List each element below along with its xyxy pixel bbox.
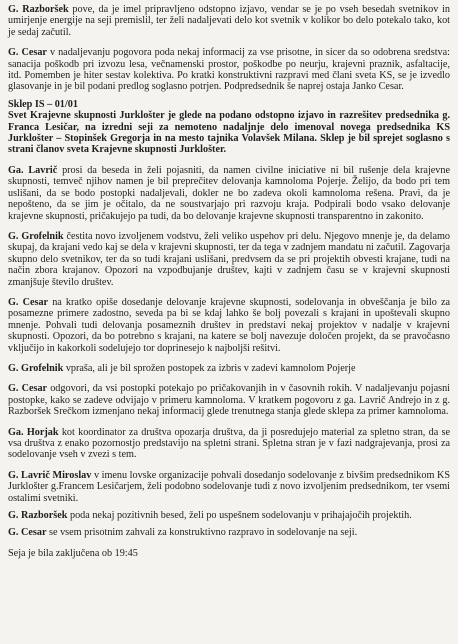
paragraph-lavric-miroslav bbox=[8, 470, 450, 504]
paragraph-text: pove, da je imel pripravljeno odstopno izjavo, vendar se je po vseh besedah svetnikov in umirjenje energije na seji premislil, ter želi nadaljevati delo kot svetnik v kolikor bo delo potekalo tako, kot je sedaj začutil. bbox=[8, 4, 450, 38]
speaker-name: G. Cesar bbox=[8, 383, 48, 395]
paragraph-text: poda nekaj pozitivnih besed, želi po uspešnem sodelovanju v prihajajočih projektih. bbox=[67, 510, 412, 522]
resolution-text: Svet Krajevne skupnosti Jurklošter je glede na podano odstopno izjavo in razrešitev predsednika g. Franca Lesičar, na izredni seji za nemoteno nadaljnje delo imenoval novega predsednika KS Jurklošter – Stopinšek Gregorja in na mesto tajnika Volavšek Milana. Sklep je bil sprejet soglasno s strani članov sveta Krajevne skupnosti Jurklošter. bbox=[8, 110, 450, 156]
resolution-title: Sklep IS – 01/01 bbox=[8, 98, 78, 110]
speaker-name: G. Grofelnik bbox=[8, 230, 64, 242]
paragraph-cesar-information bbox=[8, 47, 450, 93]
paragraph-razborsek-statement bbox=[8, 4, 450, 38]
paragraph-cesar-thanks bbox=[8, 527, 450, 538]
speaker-name: G. Razboršek bbox=[8, 4, 69, 15]
paragraph-grofelnik-congratulation bbox=[8, 231, 450, 288]
paragraph-lavric-statement bbox=[8, 165, 450, 222]
speaker-name: G. Razboršek bbox=[8, 510, 68, 522]
paragraph-cesar-overview bbox=[8, 297, 450, 354]
paragraph-text: na kratko opiše dosedanje delovanje krajevne skupnosti, sodelovanja in obveščanja je bilo za posamezne primere zadostno, seveda pa bi se kdaj lahko še bolj povezali s krajani in upoštevali skupno mnenje. Pohvali tudi delovanja posameznih društev in predstavi nekaj projektov v nadalje v krajevni skupnosti. Opozori, da bo potrebno s krajani, na katere se bolj navezuje določen projekt, da se pravočasno vključijo in kakorkoli sodelujejo tor doprinesejo k najboljši rešitvi. bbox=[8, 296, 450, 354]
paragraph-razborsek-closing bbox=[8, 510, 450, 521]
speaker-name: G. Cesar bbox=[8, 296, 49, 308]
paragraph-text: prosi da beseda in želi pojasniti, da namen civilne iniciative ni bil rušenje dela krajevne skupnosti, temveč njihov namen je bil preprečitev delovanja kamnoloma Pojerje. Želijo, da bodo pri tem uslišani, da se bodo postopki nadaljevali, dokler ne bo zadeva okoli kamnoloma rešena. Pravi, da je nepošteno, da se jim je očitalo, da ne soustvarjajo pri razvoju kraja. Podpirali bodo vsako delovanje krajevne skupnosti, pričakujejo pa tudi, da bo delovanje krajevne skupnosti transparentno in zakonito. bbox=[8, 164, 450, 222]
paragraph-text: v nadaljevanju pogovora poda nekaj informacij za vse prisotne, in sicer da so odobrena sredstva: sanacija poškodb pri izvozu lesa, večnamenski prostor, poškodbe po neurju, krajevni praznik, asfaltacije, itd. Pomemben je hiter sestav kolektiva. Po kratki konstruktivni razpravi med člani sveta KS, se je izvedlo glasovanje in je bil podani predlog soglasno potrjen. Podpredsednik še naprej ostaja Janko Cesar. bbox=[8, 47, 450, 93]
paragraph-text: v imenu lovske organizacije pohvali dosedanjo sodelovanje z bivšim predsednikom KS Jurklošter g.Francem Lesičarjem, želi podobno sodelovanje tudi z novo izvoljenim predsednikom, ter vsemi ostalimi svetniki. bbox=[8, 469, 450, 504]
speaker-name: Ga. Lavrič bbox=[8, 164, 58, 176]
speaker-name: G. Cesar bbox=[8, 47, 47, 59]
paragraph-horjak-statement bbox=[8, 427, 450, 461]
paragraph-cesar-answer bbox=[8, 383, 450, 417]
speaker-name: G. Lavrič Miroslav bbox=[8, 469, 92, 481]
meeting-closing-time: Seja je bila zaključena ob 19:45 bbox=[8, 547, 138, 559]
speaker-name: Ga. Horjak bbox=[8, 426, 59, 438]
paragraph-text: kot koordinator za društva opozarja društva, da ji posredujejo material za spletno stran, da se vsa društva z enako pozornostjo predstavijo na spletni strani. Spletna stran je v fazi nadgrajevanja, prosi za sodelovanje vseh v zvezi s tem. bbox=[8, 426, 450, 461]
paragraph-grofelnik-question bbox=[8, 363, 450, 374]
paragraph-text: čestita novo izvoljenem vodstvu, želi veliko uspehov pri delu. Njegovo mnenje je, da delamo skupaj, da krajani vedo kaj se dela v krajevni skupnosti, ter da tega v zadnjem mandatu ni začutil. Zagovarja skupno delo svetnikov, ter da so tudi krajani uslišani, predvsem da se pri projektih obvesti krajane, tudi na način zbora krajanov. Opozori na vzpodbujanje društev, kajti v zadnjem času se v krajevni skupnosti zmanjšuje število društev. bbox=[8, 230, 450, 288]
paragraph-text: vpraša, ali je bil sprožen postopek za izbris v zadevi kamnolom Pojerje bbox=[63, 362, 356, 374]
resolution-block bbox=[8, 99, 450, 156]
paragraph-text: odgovori, da vsi postopki potekajo po pričakovanjih in v časovnih rokih. V nadaljevanju pojasni postopke, kako se zadeve odvijajo v primeru kamnoloma. V kratkem pogovoru z ga. Lavrič Andrejo in z g. Razboršek Srečkom izmenjano nekaj informacij glede trenutnega stanja glede sklepa za primer kamnoloma. bbox=[8, 383, 450, 418]
speaker-name: G. Cesar bbox=[8, 527, 47, 539]
speaker-name: G. Grofelnik bbox=[8, 362, 64, 374]
paragraph-text: se vsem prisotnim zahvali za konstruktivno razpravo in sodelovanje na seji. bbox=[46, 527, 358, 539]
